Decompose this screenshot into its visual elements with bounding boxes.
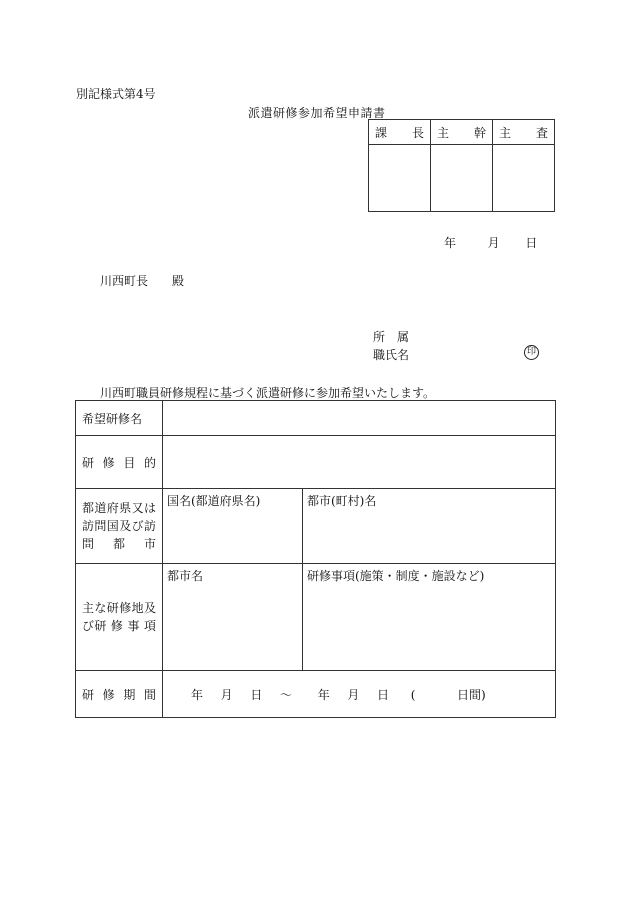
desired-training-label: 希望研修名 (76, 401, 163, 436)
approval-stamp-box-assistant-manager[interactable] (493, 145, 555, 212)
country-caption: 国名(都道府県名) (167, 494, 261, 508)
addressee: 川西町長 殿 (100, 274, 185, 288)
period-tilde: 〜 (280, 687, 293, 702)
date-month-label: 月 (487, 236, 500, 250)
form-number: 別記様式第4号 (76, 87, 156, 101)
city-name-field[interactable] (163, 564, 303, 671)
training-purpose-field[interactable] (163, 436, 556, 489)
period-start-month: 月 (220, 687, 233, 702)
training-purpose-label: 研 修 目 的 (76, 436, 163, 489)
seal-icon: 印 (524, 345, 539, 360)
country-field[interactable] (163, 489, 303, 564)
intro-statement: 川西町職員研修規程に基づく派遣研修に参加希望いたします。 (100, 386, 436, 400)
desired-training-field[interactable] (163, 401, 556, 436)
period-days-label: 日間) (457, 687, 486, 702)
period-open-paren: ( (410, 687, 416, 702)
application-table (75, 400, 556, 718)
period-start-year: 年 (191, 687, 204, 702)
approval-stamp-table (368, 119, 555, 212)
approval-header-section-chief: 課 長 (369, 120, 431, 145)
period-start-day: 日 (250, 687, 263, 702)
approval-header-assistant-manager: 主 査 (493, 120, 555, 145)
period-end-day: 日 (377, 687, 390, 702)
destination-label: 都道府県又は訪問国及び訪問都市 (76, 489, 163, 564)
period-end-year: 年 (317, 687, 330, 702)
training-period-field[interactable] (163, 671, 556, 718)
date-year-label: 年 (444, 236, 457, 250)
approval-header-chief-manager: 主 幹 (431, 120, 493, 145)
affiliation-label: 所 属 (373, 330, 410, 344)
city-field[interactable] (303, 489, 556, 564)
application-date[interactable] (444, 234, 537, 251)
training-site-label: 主な研修地及 び研 修 事 項 (76, 564, 163, 671)
city-caption: 都市(町村)名 (307, 494, 377, 508)
training-matters-caption: 研修事項(施策・制度・施設など) (307, 569, 485, 583)
approval-stamp-box-section-chief[interactable] (369, 145, 431, 212)
training-matters-field[interactable] (303, 564, 556, 671)
training-period-label: 研 修 期 間 (76, 671, 163, 718)
date-day-label: 日 (525, 236, 538, 250)
period-end-month: 月 (347, 687, 360, 702)
position-name-label: 職氏名 (373, 348, 410, 362)
approval-stamp-box-chief-manager[interactable] (431, 145, 493, 212)
city-name-caption: 都市名 (167, 569, 204, 583)
document-title: 派遣研修参加希望申請書 (248, 106, 386, 120)
